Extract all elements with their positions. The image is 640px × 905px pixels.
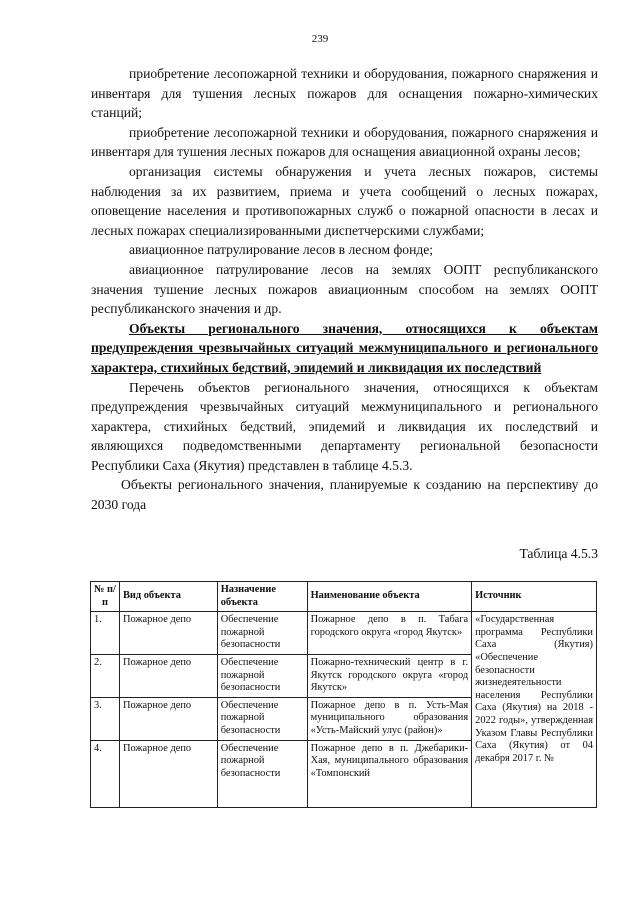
- header-source: Источник: [472, 582, 597, 612]
- paragraph: приобретение лесопожарной техники и оборудования, пожарного снаряжения и инвентаря для тушения лесных пожаров для оснащения авиационной охраны лесов;: [91, 124, 598, 160]
- row-name: Пожарное депо в п. Табага городского округа «город Якутск»: [307, 612, 472, 655]
- row-purpose: Обеспечение пожарной безопасности: [217, 654, 307, 697]
- row-purpose: Обеспечение пожарной безопасности: [217, 740, 307, 807]
- planned-objects-paragraph: Объекты регионального значения, планируемые к созданию на перспективу до 2030 года: [91, 477, 598, 513]
- paragraph: приобретение лесопожарной техники и оборудования, пожарного снаряжения и инвентаря для тушения лесных пожаров для оснащения пожарно-химических станций;: [91, 66, 598, 121]
- table-header-row: [91, 582, 597, 612]
- objects-table: [90, 581, 597, 808]
- row-name: Пожарно-технический центр в г. Якутск городского округа «город Якутск»: [307, 654, 472, 697]
- row-name: Пожарное депо в п. Усть-Мая муниципального образования «Усть-Майский улус (район)»: [307, 697, 472, 740]
- row-num: 3.: [91, 697, 120, 740]
- paragraph: авиационное патрулирование лесов в лесном фонде;: [129, 242, 434, 258]
- row-purpose: Обеспечение пожарной безопасности: [217, 612, 307, 655]
- row-num: 1.: [91, 612, 120, 655]
- header-purpose: Назначение объекта: [217, 582, 307, 612]
- page-number: 239: [311, 33, 329, 45]
- row-num: 2.: [91, 654, 120, 697]
- source-cell: «Государственная программа Республики Саха (Якутия) «Обеспечение безопасности жизнедеятельности населения Республики Саха (Якутия) на 2018 - 2022 годы», утвержденная Указом Главы Республики Саха (Якутия) от 04 декабря 2017 г. №: [472, 612, 597, 807]
- row-type: Пожарное депо: [119, 654, 217, 697]
- row-num: 4.: [91, 740, 120, 807]
- paragraph: организация системы обнаружения и учета лесных пожаров, системы наблюдения за их развитием, приема и учета сообщений о лесных пожарах, оповещение населения и противопожарных служб о пожарной опасности в лесах и лесных пожарах специализированными диспетчерскими службами;: [91, 163, 598, 238]
- row-type: Пожарное депо: [119, 740, 217, 807]
- row-purpose: Обеспечение пожарной безопасности: [217, 697, 307, 740]
- body-text: [91, 64, 598, 515]
- row-name: [307, 740, 472, 807]
- intro-paragraph: Перечень объектов регионального значения, относящихся к объектам предупреждения чрезвычайных ситуаций межмуниципального и регионального характера, стихийных бедствий, эпидемий и ликвидация их последствий и являющихся подведомственными департаменту региональной безопасности Республики Саха (Якутия) представлен в таблице 4.5.3.: [91, 379, 598, 473]
- row-type: Пожарное депо: [119, 612, 217, 655]
- header-name: Наименование объекта: [307, 582, 472, 612]
- row-name-text: Пожарное депо в п. Джебарики-Хая, муниципального образования «Томпонский: [310, 742, 469, 779]
- paragraph: авиационное патрулирование лесов на землях ООПТ республиканского значения тушение лесных пожаров авиационным способом на землях ООПТ республиканского значения и др.: [91, 261, 598, 317]
- header-type: Вид объекта: [119, 582, 217, 612]
- row-type: Пожарное депо: [119, 697, 217, 740]
- section-heading: Объекты регионального значения, относящихся к объектам предупреждения чрезвычайных ситуаций межмуниципального и регионального характера, стихийных бедствий, эпидемий и ликвидация их последствий: [91, 320, 598, 375]
- table-caption: Таблица 4.5.3: [519, 546, 598, 561]
- header-num: № п/п: [91, 582, 120, 612]
- table-row: [91, 612, 597, 655]
